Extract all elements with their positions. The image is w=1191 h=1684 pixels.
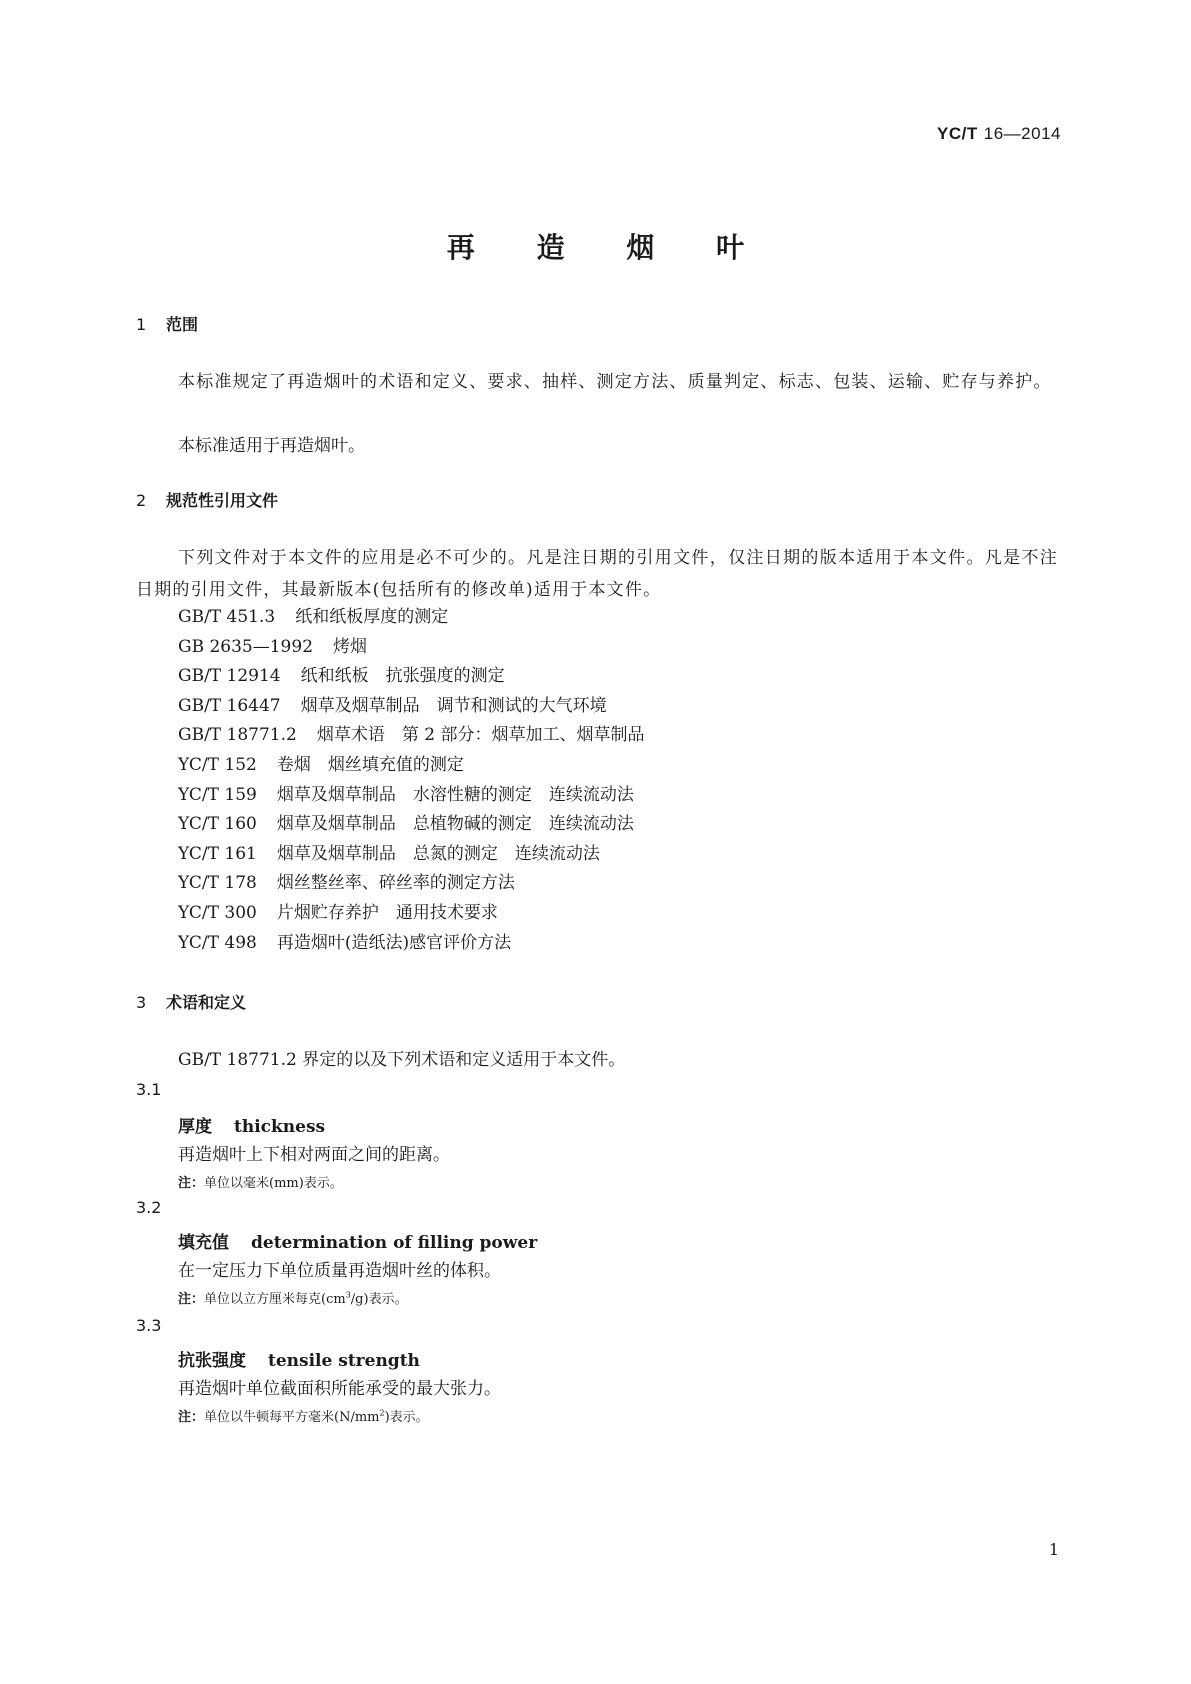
reference-title: 烟丝整丝率、碎丝率的测定方法 bbox=[276, 873, 515, 893]
reference-code: YC/T 159 bbox=[178, 785, 257, 805]
reference-item bbox=[178, 691, 607, 716]
term-number: 3.3 bbox=[136, 1316, 162, 1335]
reference-code: GB/T 18771.2 bbox=[178, 725, 297, 745]
term-heading bbox=[178, 1112, 325, 1137]
term-en: thickness bbox=[234, 1117, 326, 1137]
reference-code: YC/T 160 bbox=[178, 814, 257, 834]
section-3-heading bbox=[136, 990, 246, 1013]
term-note bbox=[178, 1172, 343, 1191]
note-label: 注： bbox=[178, 1292, 205, 1307]
reference-item bbox=[178, 809, 634, 834]
reference-item bbox=[178, 661, 505, 686]
reference-item bbox=[178, 868, 515, 893]
reference-code: GB/T 16447 bbox=[178, 696, 281, 716]
reference-item bbox=[178, 602, 448, 627]
section-number: 3 bbox=[136, 993, 147, 1012]
term-note bbox=[178, 1288, 408, 1307]
term-zh: 抗张强度 bbox=[178, 1351, 246, 1371]
reference-item bbox=[178, 750, 464, 775]
note-text: 单位以毫米(mm)表示。 bbox=[204, 1176, 343, 1191]
note-text-end: )表示。 bbox=[384, 1410, 429, 1425]
reference-title: 烟草及烟草制品 总植物碱的测定 连续流动法 bbox=[276, 814, 634, 834]
reference-code: YC/T 498 bbox=[178, 933, 257, 953]
section-1-paragraph-2: 本标准适用于再造烟叶。 bbox=[178, 436, 365, 456]
note-text: 单位以立方厘米每克(cm bbox=[204, 1292, 346, 1307]
reference-title: 烤烟 bbox=[333, 637, 368, 657]
document-title: 再 造 烟 叶 bbox=[446, 231, 771, 264]
section-1-paragraph-1: 本标准规定了再造烟叶的术语和定义、要求、抽样、测定方法、质量判定、标志、包装、运输、贮存与养护。 bbox=[178, 372, 1052, 392]
note-text: 单位以牛顿每平方毫米(N/mm bbox=[204, 1410, 380, 1425]
reference-title: 片烟贮存养护 通用技术要求 bbox=[276, 903, 498, 923]
term-definition: 在一定压力下单位质量再造烟叶丝的体积。 bbox=[178, 1261, 501, 1281]
reference-code: YC/T 178 bbox=[178, 873, 257, 893]
note-label: 注： bbox=[178, 1410, 205, 1425]
reference-code: GB/T 12914 bbox=[178, 666, 281, 686]
term-zh: 厚度 bbox=[178, 1117, 212, 1137]
standard-code-prefix: YC/T bbox=[937, 124, 978, 143]
reference-title: 烟草术语 第 2 部分：烟草加工、烟草制品 bbox=[316, 725, 645, 745]
reference-title: 纸和纸板 抗张强度的测定 bbox=[300, 666, 505, 686]
section-title: 术语和定义 bbox=[166, 993, 247, 1012]
section-number: 1 bbox=[136, 315, 147, 334]
note-text-end: /g)表示。 bbox=[350, 1292, 408, 1307]
term-definition: 再造烟叶上下相对两面之间的距离。 bbox=[178, 1145, 450, 1165]
standard-code bbox=[937, 124, 1061, 144]
term-zh: 填充值 bbox=[178, 1233, 229, 1253]
reference-code: GB 2635—1992 bbox=[178, 637, 314, 657]
term-number: 3.1 bbox=[136, 1080, 162, 1099]
reference-item bbox=[178, 780, 634, 805]
term-en: determination of filling power bbox=[251, 1233, 538, 1253]
note-superscript: 2 bbox=[379, 1408, 385, 1418]
section-title: 规范性引用文件 bbox=[166, 491, 279, 510]
reference-item bbox=[178, 632, 367, 657]
section-number: 2 bbox=[136, 491, 147, 510]
term-heading bbox=[178, 1228, 537, 1253]
section-3-intro: GB/T 18771.2 界定的以及下列术语和定义适用于本文件。 bbox=[178, 1050, 626, 1070]
note-label: 注： bbox=[178, 1176, 205, 1191]
reference-title: 再造烟叶(造纸法)感官评价方法 bbox=[276, 933, 512, 953]
page-number: 1 bbox=[1048, 1540, 1059, 1559]
reference-title: 烟草及烟草制品 调节和测试的大气环境 bbox=[300, 696, 607, 716]
term-definition: 再造烟叶单位截面积所能承受的最大张力。 bbox=[178, 1379, 501, 1399]
reference-item bbox=[178, 839, 600, 864]
section-2-intro: 下列文件对于本文件的应用是必不可少的。凡是注日期的引用文件，仅注日期的版本适用于本文件。凡是不注日期的引用文件，其最新版本(包括所有的修改单)适用于本文件。 bbox=[136, 548, 1058, 600]
reference-item bbox=[178, 928, 511, 953]
reference-title: 烟草及烟草制品 水溶性糖的测定 连续流动法 bbox=[276, 785, 634, 805]
reference-title: 卷烟 烟丝填充值的测定 bbox=[276, 755, 464, 775]
section-1-heading bbox=[136, 312, 198, 335]
term-en: tensile strength bbox=[268, 1351, 420, 1371]
reference-title: 烟草及烟草制品 总氮的测定 连续流动法 bbox=[276, 844, 600, 864]
reference-code: GB/T 451.3 bbox=[178, 607, 276, 627]
term-heading bbox=[178, 1346, 420, 1371]
reference-title: 纸和纸板厚度的测定 bbox=[295, 607, 449, 627]
reference-code: YC/T 152 bbox=[178, 755, 257, 775]
section-2-heading bbox=[136, 488, 278, 511]
standard-code-number: 16—2014 bbox=[983, 124, 1061, 143]
reference-code: YC/T 161 bbox=[178, 844, 257, 864]
reference-item bbox=[178, 720, 644, 745]
reference-code: YC/T 300 bbox=[178, 903, 257, 923]
term-note bbox=[178, 1406, 429, 1425]
reference-item bbox=[178, 898, 498, 923]
note-superscript: 3 bbox=[345, 1290, 351, 1300]
section-title: 范围 bbox=[166, 315, 199, 334]
term-number: 3.2 bbox=[136, 1198, 162, 1217]
